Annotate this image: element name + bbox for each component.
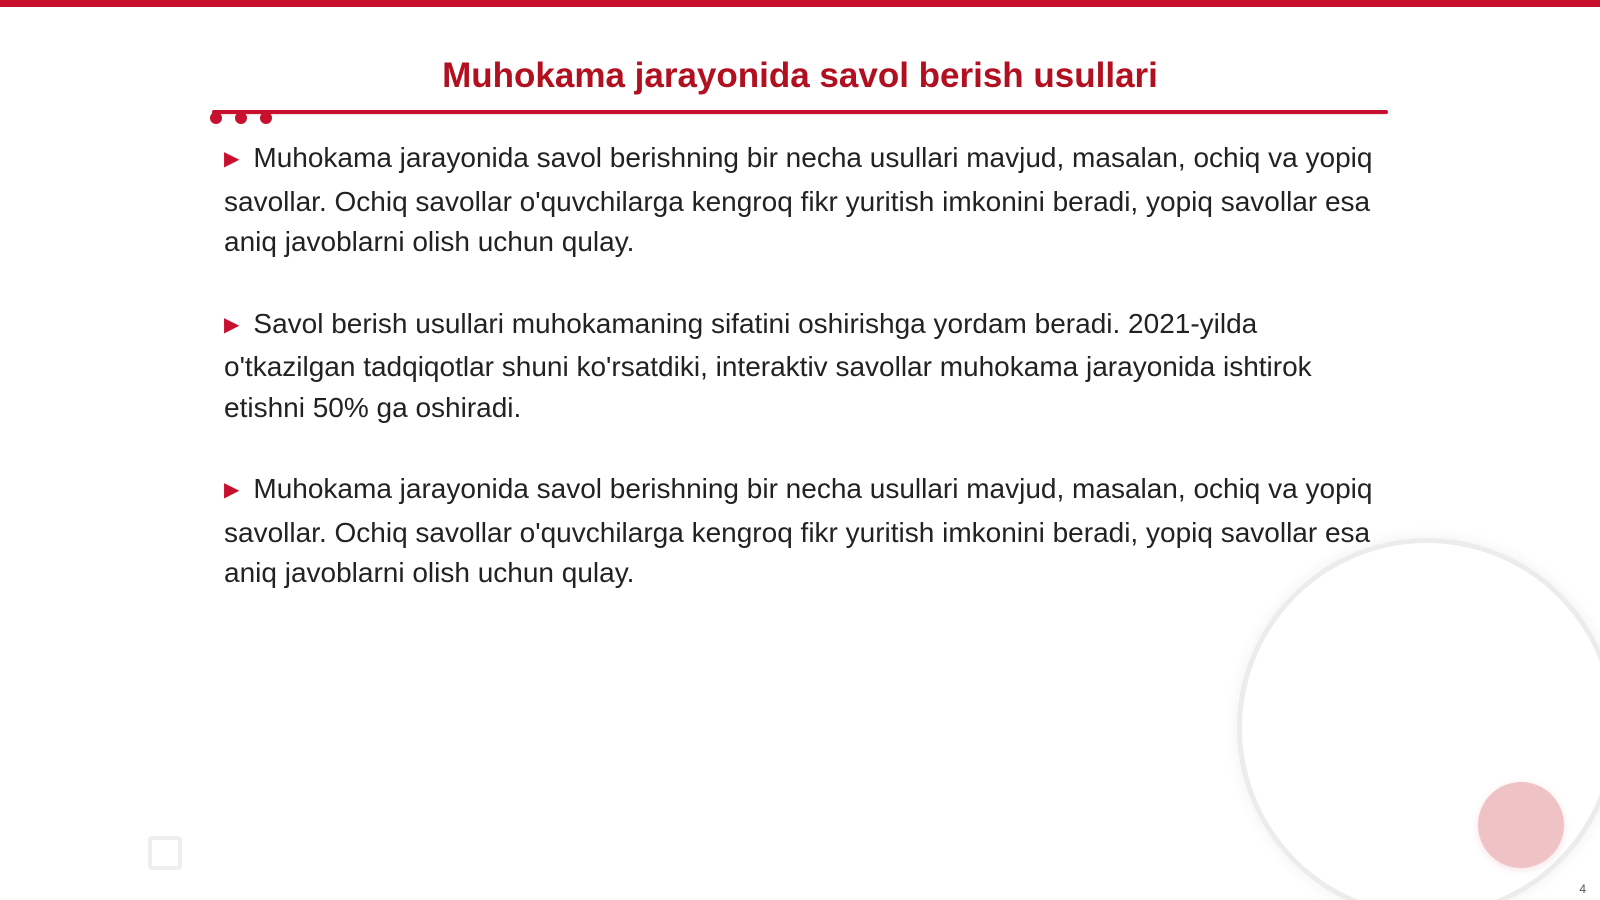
decor-dot — [235, 112, 247, 124]
page-number: 4 — [1579, 882, 1586, 896]
top-accent-bar — [0, 0, 1600, 7]
triangle-bullet-icon: ▶ — [224, 148, 240, 170]
decor-dot — [260, 112, 272, 124]
title-underline — [212, 110, 1388, 114]
bullet-item — [224, 138, 1374, 263]
decorative-circle — [1478, 782, 1564, 868]
bullet-text: Muhokama jarayonida savol berishning bir necha usullari mavjud, masalan, ochiq va yopiq savollar. Ochiq savollar o'quvchilarga kengroq fikr yuritish imkonini beradi, yopiq savollar esa aniq javoblarni olish uchun qulay. — [224, 473, 1373, 588]
slide-title: Muhokama jarayonida savol berish usullari — [442, 56, 1158, 95]
bullet-list — [224, 138, 1374, 635]
bullet-text: Muhokama jarayonida savol berishning bir necha usullari mavjud, masalan, ochiq va yopiq savollar. Ochiq savollar o'quvchilarga kengroq fikr yuritish imkonini beradi, yopiq savollar esa aniq javoblarni olish uchun qulay. — [224, 142, 1373, 257]
triangle-bullet-icon: ▶ — [224, 479, 240, 501]
decor-dot — [210, 112, 222, 124]
bullet-item — [224, 304, 1374, 429]
bullet-text: Savol berish usullari muhokamaning sifatini oshirishga yordam beradi. 2021-yilda o'tkazilgan tadqiqotlar shuni ko'rsatdiki, interaktiv savollar muhokama jarayonida ishtirok etishni 50% ga oshiradi. — [224, 307, 1312, 423]
decorative-square — [148, 836, 182, 870]
bullet-item — [224, 469, 1374, 594]
triangle-bullet-icon: ▶ — [224, 313, 240, 336]
